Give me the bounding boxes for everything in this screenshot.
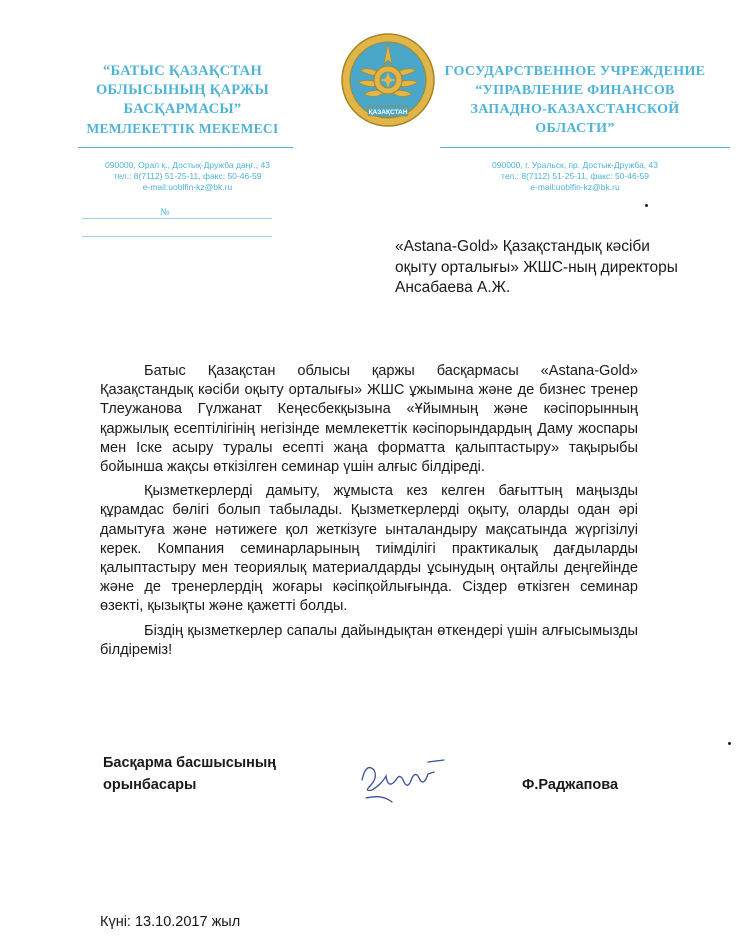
- handwritten-signature-icon: [352, 750, 452, 812]
- letterhead-divider-left: [78, 147, 293, 148]
- signatory-title-line: орынбасары: [103, 777, 197, 793]
- address-line: тел.: 8(7112) 51-25-11, факс: 50-46-59: [501, 171, 649, 181]
- letterhead-kazakh: [70, 62, 295, 138]
- scan-dot: [728, 742, 731, 745]
- address-line: 090000, Орал қ., Достық-Дружба даңғ., 43: [105, 160, 270, 170]
- letterhead-kazakh-line: ОБЛЫСЫНЫҢ ҚАРЖЫ: [95, 82, 270, 98]
- address-line: e-mail:uoblfin-kz@bk.ru: [530, 182, 620, 192]
- scan-dot: [645, 204, 648, 207]
- letterhead-russian-line: ОБЛАСТИ”: [535, 121, 615, 136]
- document-number-line: [82, 218, 272, 219]
- signatory-title: [103, 752, 343, 796]
- letterhead-kazakh-line: МЕМЛЕКЕТТІК МЕКЕМЕСІ: [86, 121, 279, 136]
- addressee-line: Ансабаева А.Ж.: [395, 279, 511, 296]
- emblem-caption: ҚАЗАҚСТАН: [368, 109, 408, 116]
- letterhead-kazakh-line: БАСҚАРМАСЫ”: [123, 101, 242, 117]
- document-number-sign: №: [160, 207, 170, 218]
- letterhead-russian-line: ЗАПАДНО-КАЗАХСТАНСКОЙ: [470, 102, 680, 117]
- letterhead-russian-line: “УПРАВЛЕНИЕ ФИНАНСОВ: [475, 83, 675, 98]
- letter-body: [100, 362, 638, 665]
- document-date-line: [82, 236, 272, 237]
- addressee-line: «Astana-Gold» Қазақстандық кәсіби: [395, 238, 650, 255]
- address-line: тел.: 8(7112) 51-25-11, факс: 50-46-59: [113, 171, 262, 181]
- letterhead-russian-line: ГОСУДАРСТВЕННОЕ УЧРЕЖДЕНИЕ: [444, 64, 706, 79]
- body-paragraph: Батыс Қазақстан облысы қаржы басқармасы «Astana-Gold» Қазақстандық кәсіби оқыту орталығы» ЖШС ұжымына және де бизнес тренер Тлеужанова Гүлжанат Кеңесбекқызына «Ұйымның және кәсіпорынның қаржылық есептілігінің негізінде мемлекеттік кәсіпорындардың Даму жоспары мен Іске асыру туралы есепті жаңа форматта қалыптастыру» тақырыбы бойынша жақсы өткізілген семинар үшін алғыс білдіреді.: [100, 363, 638, 476]
- address-russian: [470, 160, 680, 193]
- document-date: Күні: 13.10.2017 жыл: [100, 914, 241, 930]
- address-kazakh: [90, 160, 285, 193]
- letterhead-russian: [440, 62, 710, 138]
- letterhead-divider-right: [440, 147, 730, 148]
- letterhead-kazakh-line: “БАТЫС ҚАЗАҚСТАН: [102, 63, 263, 79]
- address-line: 090000, г. Уральск, пр. Достык-Дружба, 43: [492, 160, 658, 170]
- addressee-line: оқыту орталығы» ЖШС-ның директоры: [395, 258, 678, 276]
- signatory-title-line: Басқарма басшысының: [103, 755, 277, 771]
- signatory-name: Ф.Раджапова: [522, 777, 619, 793]
- state-emblem-icon: [340, 30, 436, 130]
- address-line: e-mail:uoblfin-kz@bk.ru: [142, 182, 233, 192]
- addressee-block: [395, 237, 715, 299]
- body-paragraph: Біздің қызметкерлер сапалы дайындықтан өткендері үшін алғысымызды білдіреміз!: [100, 622, 638, 658]
- body-paragraph: Қызметкерлерді дамыту, жұмыста кез келген бағыттың маңызды құрамдас бөлігі болып табылады. Қызметкерлерді оқыту, оларды одан әрі дамытуға және нәтижеге қол жеткізуге ынталандыру мақсатында жүргізілуі керек. Компания семинарларының тиімділігі практикалық дағдыларды қалыптастыру мен теориялық материалдарды ұсынудың оңтайлы деңгейінде және де тренерлердің жоғары кәсіпқойлығында. Сіздер өткізген семинар өзекті, қызықты және қажетті болды.: [100, 483, 638, 615]
